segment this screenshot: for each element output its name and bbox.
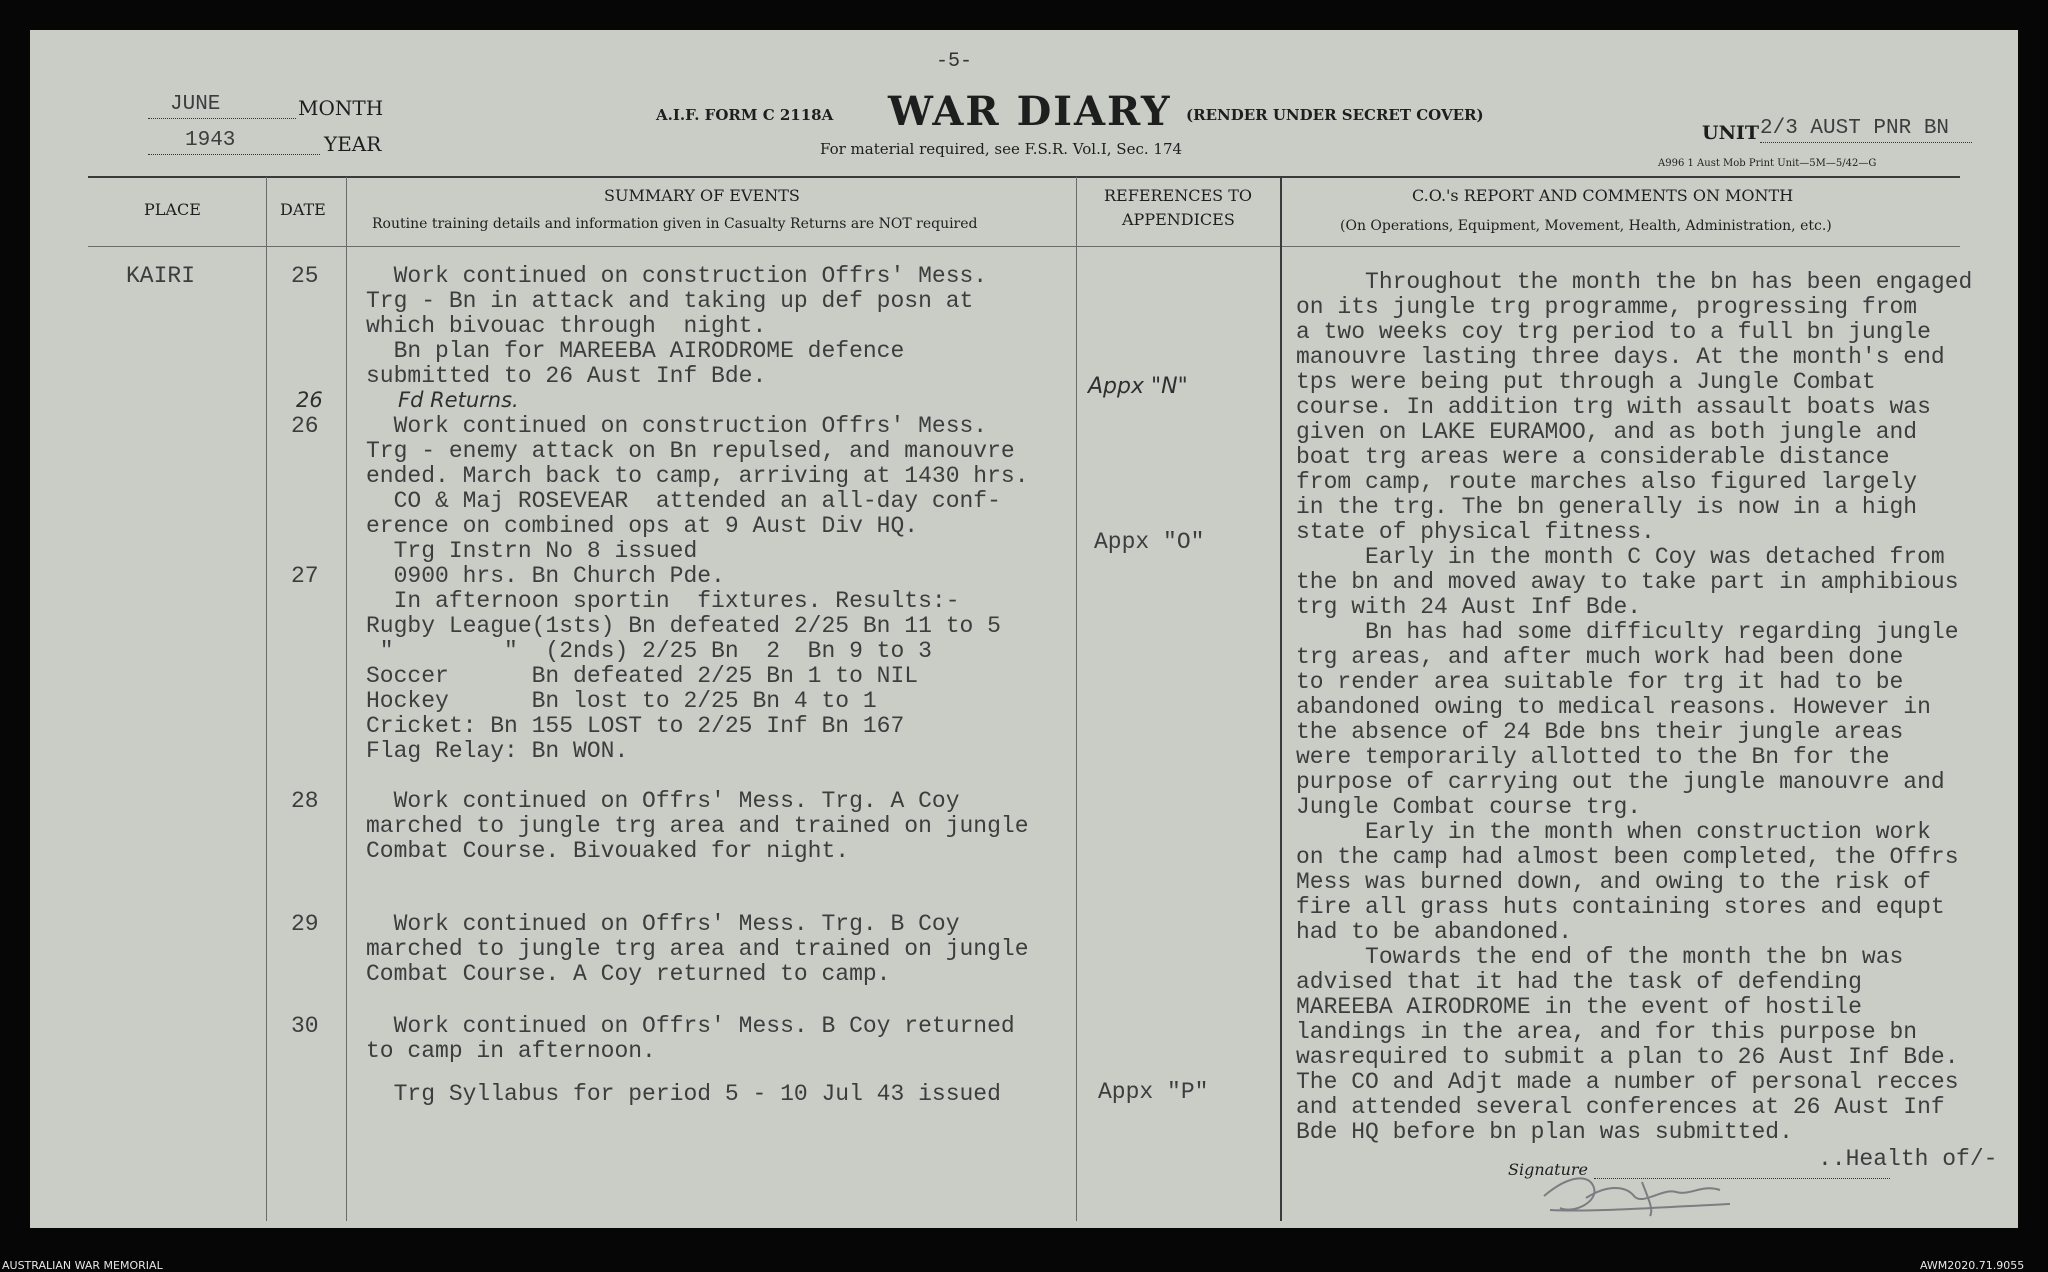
entry-date: 26 [296, 388, 323, 412]
entry-text: Work continued on Offrs' Mess. Trg. B Coy marched to jungle trg area and trained on jungle Combat Course. A Coy returned to camp. [366, 911, 1029, 987]
month-label: MONTH [298, 96, 384, 120]
cover-note: (RENDER UNDER SECRET COVER) [1186, 106, 1484, 124]
entry-text: 0900 hrs. Bn Church Pde. In afternoon sportin fixtures. Results:- Rugby League(1sts) Bn defeated 2/25 Bn 11 to 5 " " (2nds) 2/25 Bn 2 Bn 9 to 3 Soccer Bn defeated 2/25 Bn 1 to NIL Hockey Bn lost to 2/25 Bn 4 to 1 Cricket: Bn 155 LOST to 2/25 Inf Bn 167 Flag Relay: Bn WON. [366, 563, 1001, 764]
table-top-rule [88, 176, 1960, 178]
continuation-note: ..Health of/- [1818, 1146, 1998, 1172]
appendix-reference: Appx "P" [1098, 1079, 1209, 1105]
table-header-rule [88, 246, 1960, 247]
header-co-report: C.O.'s REPORT AND COMMENTS ON MONTH [1412, 186, 1794, 205]
header-date: DATE [280, 200, 326, 219]
appendix-reference: Appx "O" [1094, 529, 1205, 555]
entry-text: Work continued on construction Offrs' Mess. Trg - Bn in attack and taking up def posn at which bivouac through night. Bn plan for MAREEBA AIRODROME defence submitted to 26 Aust Inf Bde. [366, 263, 988, 389]
footer-credit: AUSTRALIAN WAR MEMORIAL [2, 1259, 163, 1272]
year-dotted-line [148, 154, 320, 155]
page-number: -5- [936, 50, 973, 73]
header-summary-note: Routine training details and information given in Casualty Returns are NOT required [372, 216, 978, 232]
unit-label: UNIT [1702, 122, 1759, 144]
material-note: For material required, see F.S.R. Vol.I, Sec. 174 [820, 140, 1183, 158]
form-label: A.I.F. FORM C 2118A [656, 106, 834, 124]
entry-date: 27 [291, 563, 319, 589]
month-value: JUNE [170, 93, 221, 116]
entry-date: 29 [291, 911, 319, 937]
entry-date: 25 [291, 263, 319, 289]
entry-text: Work continued on Offrs' Mess. Trg. A Coy marched to jungle trg area and trained on jungle Combat Course. Bivouaked for night. [366, 788, 1029, 864]
entry-date: 26 [291, 413, 319, 439]
unit-dotted-line [1760, 142, 1972, 143]
unit-value: 2/3 AUST PNR BN [1760, 117, 1950, 140]
column-divider [1280, 177, 1282, 1221]
column-divider [266, 177, 267, 1221]
footer-accession: AWM2020.71.9055 [1920, 1259, 2025, 1272]
column-divider [346, 177, 347, 1221]
year-value: 1943 [185, 129, 236, 152]
print-code: A996 1 Aust Mob Print Unit—5M—5/42—G [1658, 158, 1877, 169]
entry-text: Trg Syllabus for period 5 - 10 Jul 43 issued [366, 1081, 1001, 1107]
place-value: KAIRI [126, 263, 196, 289]
entry-date: 28 [291, 788, 319, 814]
entry-text: Work continued on Offrs' Mess. B Coy returned to camp in afternoon. [366, 1013, 1015, 1064]
month-dotted-line [148, 118, 296, 119]
signature-scrawl [1530, 1168, 1750, 1220]
header-appendices: APPENDICES [1122, 210, 1235, 229]
header-place: PLACE [144, 200, 201, 219]
signature-label: Signature [1508, 1160, 1589, 1179]
header-co-report-note: (On Operations, Equipment, Movement, Health, Administration, etc.) [1340, 218, 1832, 234]
year-label: YEAR [324, 132, 382, 156]
column-divider [1076, 177, 1077, 1221]
header-summary: SUMMARY OF EVENTS [604, 186, 800, 205]
entry-text: Work continued on construction Offrs' Mess. Trg - enemy attack on Bn repulsed, and manouvre ended. March back to camp, arriving at 1430 hrs. CO & Maj ROSEVEAR attended an all-day conf- erence on combined ops at 9 Aust Div HQ. Trg Instrn No 8 issued [366, 413, 1029, 564]
header-references: REFERENCES TO [1104, 186, 1252, 205]
entry-date: 30 [291, 1013, 319, 1039]
co-report-text: Throughout the month the bn has been engaged on its jungle trg programme, progressing from a two weeks coy trg period to a full bn jungle manouvre lasting three days. At the month's end tps were being put through a Jungle Combat course. In addition trg with assault boats was given on LAKE EURAMOO, and as both jungle and boat trg areas were a considerable distance from camp, route marches also figured largely in the trg. The bn generally is now in a high state of physical fitness. Early in the month C Coy was detached from the bn and moved away to take part in amphibious trg with 24 Aust Inf Bde. Bn has had some difficulty regarding jungle trg areas, and after much work had been done to render area suitable for trg it had to be abandoned owing to medical reasons. However in the absence of 24 Bde bns their jungle areas were temporarily allotted to the Bn for the purpose of carrying out the jungle manouvre and Jungle Combat course trg. Early in the month when construction work on the camp had almost been completed, the Offrs Mess was burned down, and owing to the risk of fire all grass huts containing stores and equpt had to be abandoned. Towards the end of the month the bn was advised that it had the task of defending MAREEBA AIRODROME in the event of hostile landings in the area, and for this purpose bn wasrequired to submit a plan to 26 Aust Inf Bde. The CO and Adjt made a number of personal recces and attended several conferences at 26 Aust Inf Bde HQ before bn plan was submitted. [1296, 269, 1973, 1145]
appendix-reference: Appx "N" [1088, 374, 1188, 399]
entry-text: Fd Returns. [398, 388, 519, 412]
form-title: WAR DIARY [888, 88, 1172, 135]
